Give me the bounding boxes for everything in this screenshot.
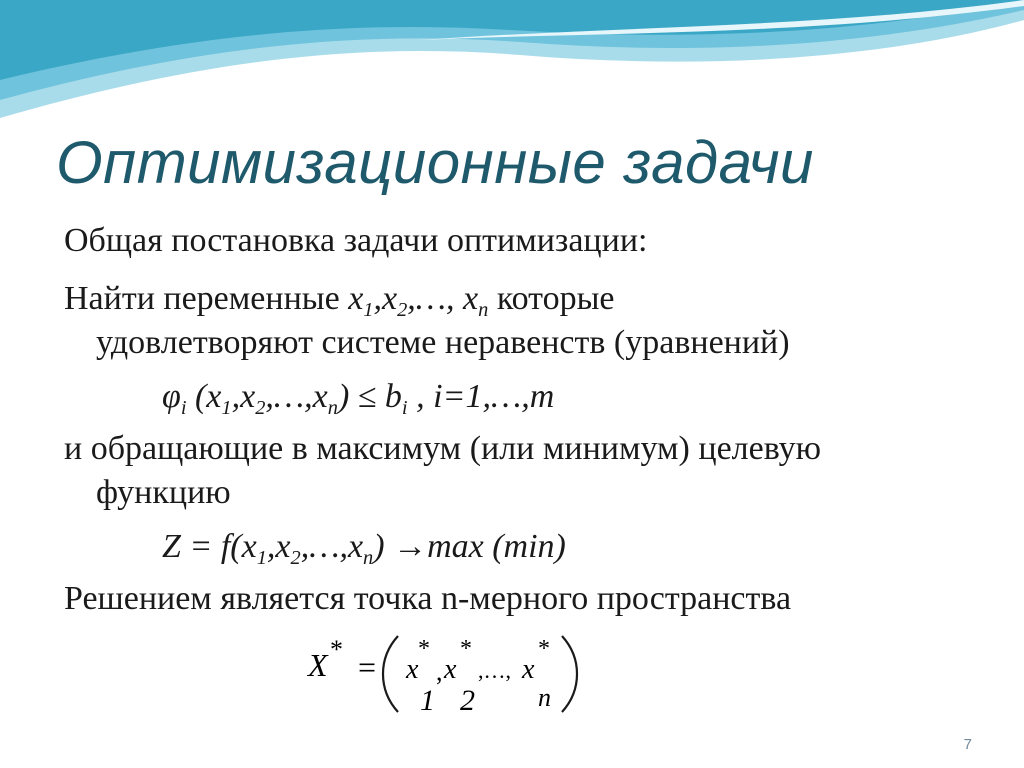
objective-line-1: и обращающие в максимум (или минимум) целевую: [64, 430, 822, 467]
objective-line-2: функцию: [96, 474, 231, 511]
objective-formula: $Z = f(x_1,x_2,\dots,x_n) \to\max$ (min): [162, 528, 566, 570]
x-star-lhs-star: *: [330, 635, 343, 664]
page-number: 7: [963, 736, 972, 753]
right-paren: [562, 636, 577, 712]
svg-text:x: x: [406, 654, 419, 685]
equals-sign: =: [358, 649, 377, 685]
solution-formula: [300, 628, 600, 718]
general-statement-heading: Общая постановка задачи оптимизации:: [64, 222, 648, 259]
svg-text:*: *: [538, 636, 550, 662]
slide-title: Оптимизационные задачи: [56, 129, 814, 196]
svg-text:,: ,: [436, 657, 443, 686]
svg-text:,…,: ,…,: [478, 658, 511, 683]
svg-text:x: x: [444, 654, 457, 685]
x-star-lhs: X: [308, 647, 328, 683]
svg-text:*: *: [418, 636, 430, 662]
find-prefix: Найти переменные: [64, 280, 349, 317]
svg-text:n: n: [538, 683, 551, 712]
svg-text:*: *: [460, 636, 472, 662]
find-suffix: которые: [488, 280, 615, 317]
constraint-formula: $\varphi_i$ $(x_1,x_2,\dots,x_n) \le b_i$ , i=1,…,m: [162, 378, 555, 420]
variables-list: $x_1,x_2,\dots$, $x_n$: [348, 280, 489, 322]
svg-text:x: x: [522, 654, 535, 685]
left-paren: [383, 636, 398, 712]
solution-line: Решением является точка n-мерного пространства: [64, 580, 792, 617]
satisfy-line: удовлетворяют системе неравенств (уравнений): [96, 324, 790, 361]
svg-text:2: 2: [460, 684, 475, 717]
find-variables-line: [64, 280, 615, 322]
svg-text:1: 1: [420, 684, 435, 717]
header-wave-decoration: [0, 0, 1024, 130]
